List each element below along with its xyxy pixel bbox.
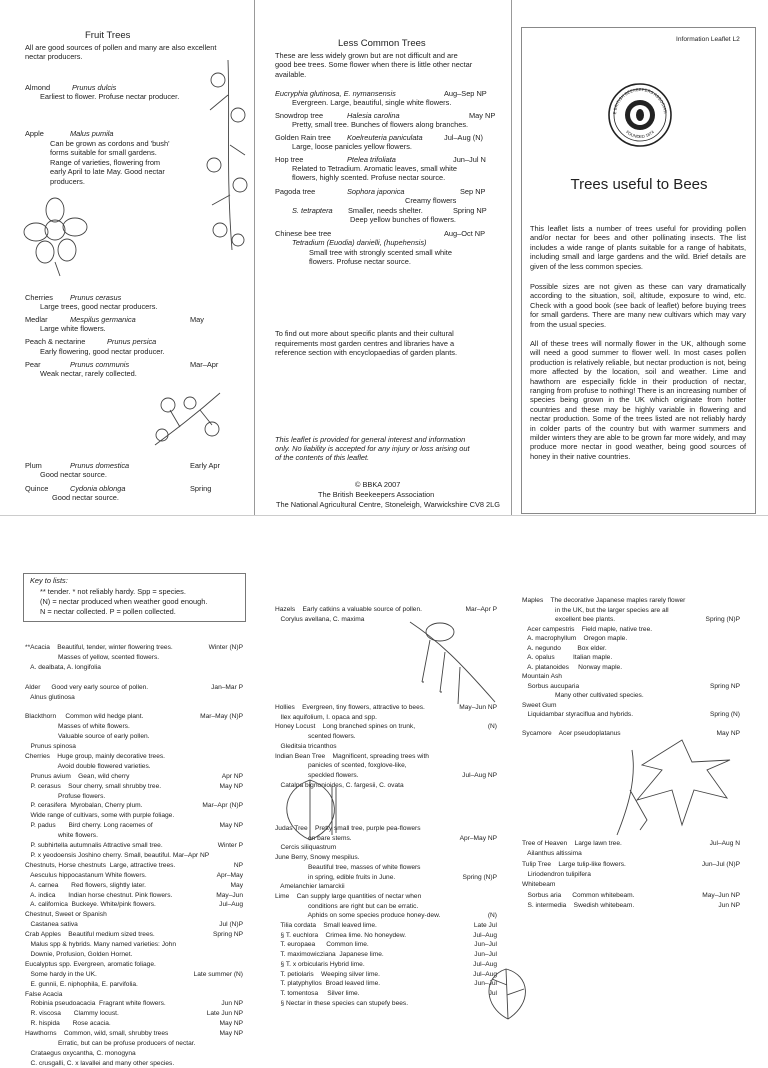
list-entry-text: Blackthorn Common wild hedge plant. — [25, 713, 144, 721]
find-out-1: To find out more about specific plants and their cultural — [275, 329, 454, 338]
sycamore-illustration — [612, 730, 740, 840]
list-entry-text: T. platyphyllos Broad leaved lime. — [275, 980, 381, 988]
cover-paragraph-2: Possible sizes are not given as these can vary dramatically according to the situation, soil, altitude, exposure to wind, etc. Check with a good book (see back of leaflet) before buying trees for small gardens. There are many new cultivars which may vary from the usual species. — [530, 282, 746, 329]
list-entry-text: A. dealbata, A. longifolia — [25, 663, 101, 671]
list-entry-season: Apr NP — [221, 772, 243, 780]
apple-desc-4: early April to late May. Good nectar — [50, 167, 165, 176]
chinese-bee-when: Aug–Oct NP — [444, 229, 486, 238]
seal-text-top: E BRITISH BEEKEEPERS ASSOCIATI — [611, 86, 668, 115]
list-entry-text: Sorbus aucuparia — [522, 682, 580, 690]
list-entry-text: A. negundo Box elder. — [522, 644, 607, 652]
pear-desc: Weak nectar, rarely collected. — [40, 369, 137, 378]
list-entry-text: white flowers. — [25, 832, 98, 840]
list-entry-text: Whitebeam — [522, 881, 556, 889]
list-entry-season: Mar–Apr P — [465, 606, 497, 613]
list-entry-text: Ilex aquifolium, I. opaca and spp. — [275, 713, 377, 721]
pear-latin: Prunus communis — [70, 360, 130, 369]
medlar-when: May — [190, 315, 204, 324]
peach-latin: Prunus persica — [107, 337, 157, 346]
quince-name: Quince — [25, 484, 49, 493]
key-line-3: N = nectar collected. P = pollen collected. — [40, 607, 176, 616]
list-entry-season: Jun–Jul — [474, 951, 497, 959]
chinese-bee-desc-2: flowers. Profuse nectar source. — [309, 257, 411, 266]
list-entry-season: May NP — [219, 1020, 243, 1028]
hop-desc-2: flowers, highly scented. Profuse nectar source. — [292, 173, 446, 182]
cover-paragraph-1: This leaflet lists a number of trees useful for providing pollen and/or nectar for bees and other pollinating insects. The list includes a wide range of plants suitable for a range of habitats, including small and large gardens and the wild. Brief details are given of the less common species. — [530, 224, 746, 271]
list-entry-text: P. padus Bird cherry. Long racemes of — [25, 822, 153, 830]
list-entry-text: T. tomentosa Silver lime. — [275, 989, 360, 997]
list-entry-text: Gleditsia tricanthos — [275, 742, 337, 750]
s-tetraptera-desc-2: Deep yellow bunches of flowers. — [350, 215, 456, 224]
list-entry-text: Masses of yellow, scented flowers. — [25, 653, 160, 661]
list-entry-text: Crab Apples Beautiful medium sized trees. — [25, 931, 155, 939]
list-entry-text: Tilia cordata Small leaved lime. — [275, 922, 377, 929]
list-entry-text: Castanea sativa — [25, 921, 78, 929]
list-entry-text: T. petiolaris Weeping silver lime. — [275, 970, 380, 978]
find-out-2: requirements most garden centres and libraries have a — [275, 339, 455, 348]
list-entry-text: Liriodendron tulipifera — [522, 870, 591, 878]
list-entry-season: Late Jun NP — [206, 1010, 243, 1018]
list-entry-text: Catalpa bignonioides, C. fargesii, C. ovata — [275, 781, 404, 789]
copyright: © BBKA 2007 — [355, 480, 401, 489]
list-entry-season: (N) — [487, 912, 497, 920]
list-entry-text: E. gunnii, E. niphophila, E. parvifolia. — [25, 980, 138, 988]
list-entry-text: Malus spp & hybrids. Many named varieties: John — [25, 941, 176, 948]
list-entry-season: May–Jun — [216, 891, 243, 899]
disclaimer-2: only. No liability is accepted for any injury or loss arising out — [275, 444, 470, 453]
apple-latin: Malus pumila — [70, 129, 114, 138]
list-entry-text: Robinia pseudoacacia Fragrant white flowers. — [25, 1000, 166, 1008]
list-entry-text: P. cerasus Sour cherry, small shrubby tree. — [25, 782, 162, 790]
fruit-title: Fruit Trees — [85, 30, 131, 41]
s-tetraptera-desc: Smaller, needs shelter. — [348, 206, 423, 215]
pagoda-name: Pagoda tree — [275, 187, 316, 196]
list-entry-text: scented flowers. — [275, 733, 356, 741]
list-entry-season: Jun–Jul — [474, 941, 497, 949]
cherries-name: Cherries — [25, 293, 53, 302]
list-entry-text: Judas Tree Pretty small tree, purple pea-flowers — [275, 825, 421, 832]
cherries-latin: Prunus cerasus — [70, 293, 122, 302]
list-entry-text: Beautiful tree, masses of white flowers — [275, 863, 421, 871]
list-entry-text: Maples The decorative Japanese maples rarely flower — [522, 597, 686, 604]
list-entry-season: Spring (N)P — [705, 616, 740, 623]
list-entry-text: Prunus spinosa — [25, 743, 76, 750]
snowdrop-latin: Halesia carolina — [347, 111, 400, 120]
org-name: The British Beekeepers Association — [318, 490, 435, 499]
quince-desc: Good nectar source. — [52, 493, 119, 502]
almond-desc: Earliest to flower. Profuse nectar producer. — [40, 92, 180, 101]
hop-name: Hop tree — [275, 155, 304, 164]
list-entry-text: **Acacia Beautiful, tender, winter flowering trees. — [25, 644, 173, 651]
eucryphia-when: Aug–Sep NP — [444, 89, 487, 98]
pear-blossom-illustration — [150, 385, 225, 455]
plum-latin: Prunus domestica — [70, 461, 130, 470]
list-entry-text: Lime Can supply large quantities of nectar when — [275, 892, 422, 900]
apple-desc-3: Range of varieties, flowering from — [50, 158, 161, 167]
cherries-desc: Large trees, good nectar producers. — [40, 302, 158, 311]
key-title: Key to lists: — [30, 576, 68, 585]
list-entry-text: Honey Locust Long branched spines on trunk, — [275, 723, 416, 731]
peach-name: Peach & nectarine — [25, 337, 86, 346]
hop-desc-1: Related to Tetradium. Aromatic leaves, small white — [292, 164, 457, 173]
plum-name: Plum — [25, 461, 42, 470]
list-entry-text: Amelanchier lamarckii — [275, 883, 345, 891]
list-entry-text: Cercis siliquastrum — [275, 844, 337, 852]
eucryphia-latin: Eucryphia glutinosa, E. nymansensis — [275, 89, 396, 98]
list-entry-text: Tree of Heaven Large lawn tree. — [522, 840, 622, 847]
chinese-bee-latin: Tetradium (Euodia) danielli, (hupehensis) — [292, 238, 427, 247]
bbka-seal-logo — [607, 82, 673, 148]
list-entry-season: Apr–May NP — [459, 834, 497, 842]
list-entry-text: Hollies Evergreen, tiny flowers, attractive to bees. — [275, 704, 425, 711]
apple-desc-2: forms suitable for small gardens. — [50, 148, 157, 157]
list-entry-text: § T. euchlora Crimea lime. No honeydew. — [275, 931, 407, 939]
key-line-1: ** tender. * not reliably hardy. Spp = species. — [40, 587, 186, 596]
almond-latin: Prunus dulcis — [72, 83, 117, 92]
snowdrop-name: Snowdrop tree — [275, 111, 324, 120]
list-entry-text: T. maximowicziana Japanese lime. — [275, 951, 384, 959]
list-entry-season: Late summer (N) — [193, 970, 243, 978]
list-entry-season: Jul–Aug — [473, 970, 497, 978]
chinese-bee-name: Chinese bee tree — [275, 229, 332, 238]
list-entry-season: May–Jun NP — [459, 704, 497, 711]
list-entry-text: Erratic, but can be profuse producers of nectar. — [25, 1040, 196, 1047]
fruit-intro-2: nectar producers. — [25, 52, 83, 61]
plum-desc: Good nectar source. — [40, 470, 107, 479]
disclaimer-1: This leaflet is provided for general interest and information — [275, 435, 466, 444]
apple-desc-1: Can be grown as cordons and 'bush' — [50, 139, 170, 148]
less-title: Less Common Trees — [338, 38, 426, 49]
list-entry-season: Jul–Aug N — [709, 840, 740, 847]
almond-name: Almond — [25, 83, 51, 92]
list-entry-season: Jul — [488, 989, 497, 997]
find-out-3: reference section with encyclopaedias of garden plants. — [275, 348, 458, 357]
list-entry-season: May–Jun NP — [702, 891, 740, 899]
list-entry-season: May NP — [219, 1030, 243, 1038]
seal-text-bottom: FOUNDED 1874 — [625, 129, 655, 140]
list-entry-text: Aphids on some species produce honey-dew. — [275, 912, 441, 920]
list-entry-text: Profuse flowers. — [25, 792, 106, 800]
list-entry-text: Sweet Gum — [522, 701, 557, 709]
list-entry-text: Valuable source of early pollen. — [25, 733, 150, 741]
pear-name: Pear — [25, 360, 41, 369]
list-entry-text: P. x yeodoensis Joshino cherry. Small, beautiful. Mar–Apr NP — [25, 851, 210, 859]
list-entry-text: § T. x orbicularis Hybrid lime. — [275, 960, 365, 968]
list-entry-text: June Berry, Snowy mespilus. — [275, 854, 360, 862]
less-intro-1: These are less widely grown but are not difficult and are — [275, 51, 458, 60]
less-intro-3: available. — [275, 70, 307, 79]
list-entry-season: Spring NP — [709, 682, 740, 690]
hazel-catkins-illustration — [400, 612, 500, 707]
chinese-bee-desc-1: Small tree with strongly scented small white — [309, 248, 452, 257]
list-entry-text: Some hardy in the UK. — [25, 970, 97, 978]
list-entry-text: Crataegus oxycantha, C. monogyna — [25, 1049, 136, 1057]
list-entry-season: NP — [233, 861, 243, 869]
list-entry-text: Avoid double flowered varieties. — [25, 762, 151, 770]
list-entry-text: Hawthorns Common, wild, small, shrubby trees — [25, 1030, 169, 1038]
quince-when: Spring — [190, 484, 212, 493]
list-entry-text: A. opalus Italian maple. — [522, 654, 613, 661]
leaflet-number: Information Leaflet L2 — [676, 36, 740, 43]
s-tetraptera-when: Spring NP — [453, 206, 487, 215]
list-entry-season: Jul–Aug — [473, 931, 497, 939]
medlar-latin: Mespilus germanica — [70, 315, 136, 324]
snowdrop-when: May NP — [469, 111, 496, 120]
list-entry-text: excellent bee plants. — [522, 616, 616, 623]
fold-line-1 — [254, 0, 255, 515]
list-entry-text: Chestnut, Sweet or Spanish — [25, 911, 107, 919]
list-entry-season: May NP — [219, 822, 243, 830]
list-entry-season: Jul–Aug NP — [462, 771, 497, 779]
list-entry-text: S. intermedia Swedish whitebeam. — [522, 901, 635, 909]
list-entry-season: Spring (N) — [709, 711, 740, 718]
list-entry-text: in spring, edible fruits in June. — [275, 873, 396, 881]
list-entry-text: Cherries Huge group, mainly decorative trees. — [25, 752, 165, 760]
list-entry-text: Downie, Profusion, Golden Hornet. — [25, 950, 133, 958]
list-entry-text: Ailanthus altissima — [522, 850, 582, 858]
list-entry-season: Spring NP — [212, 931, 243, 939]
list-entry-season: Winter P — [217, 842, 243, 849]
snowdrop-desc: Pretty, small tree. Bunches of flowers along branches. — [292, 120, 469, 129]
pagoda-desc: Creamy flowers — [405, 196, 457, 205]
lime-leaf-illustration — [478, 965, 536, 1023]
list-entry-text: Acer campestris Field maple, native tree. — [522, 625, 653, 633]
list-entry-season: Jul–Aug — [219, 901, 243, 909]
apple-flower-illustration — [20, 192, 90, 277]
list-entry-text: on bare stems. — [275, 834, 352, 842]
s-tetraptera-latin: S. tetraptera — [292, 206, 333, 215]
cover-paragraph-3: All of these trees will normally flower in the UK, although some will need a good summer to flower well. In most cases pollen production is relatively reliable, but nectar production is not, being more affected by the location, soil and weather. Lime and hawthorn are especially fickle in their production of nectar, ranging from profuse to nothing! There is an increasing number of species being grown in the UK which originate from hotter countries and these may be highly variable in flowering and nectar production. Some of the trees listed are not reliably hardy in colder parts of the country but with warmer summers and milder winters they are able to be grown far more widely, and may produce more nectar in good weather, being good sources of honey in their native countries. — [530, 339, 746, 461]
list-entry-season: Late Jul — [473, 922, 497, 929]
list-entry-text: Prunus avium Gean, wild cherry — [25, 772, 130, 780]
list-entry-season: Apr–May — [216, 871, 243, 879]
indian-bean-leaf-illustration — [270, 775, 350, 845]
list-entry-text: A. californica Buckeye. White/pink flowers. — [25, 901, 156, 909]
list-entry-text: Liquidambar styraciflua and hybrids. — [522, 711, 634, 718]
golden-rain-when: Jul–Aug (N) — [444, 133, 484, 142]
list-entry-text: R. viscosa Clammy locust. — [25, 1010, 119, 1018]
list-entry-text: T. europaea Common lime. — [275, 941, 369, 949]
list-entry-text: Masses of white flowers. — [25, 723, 130, 731]
list-entry-text: A. indica Indian horse chestnut. Pink flowers. — [25, 891, 173, 899]
list-entry-text: conditions are right but can be erratic. — [275, 902, 419, 910]
list-entry-text: A. platanoides Norway maple. — [522, 663, 623, 671]
pagoda-when: Sep NP — [460, 187, 486, 196]
apple-blossom-illustration — [200, 55, 252, 255]
eucryphia-desc: Evergreen. Large, beautiful, single white flowers. — [292, 98, 452, 107]
list-entry-text: § Nectar in these species can stupefy bees. — [275, 999, 409, 1007]
key-line-2: (N) = nectar produced when weather good enough. — [40, 597, 208, 606]
list-entry-season: Jun–Jul — [474, 980, 497, 988]
list-entry-text: Alder Good very early source of pollen. — [25, 683, 149, 691]
list-entry-text: panicles of scented, foxglove-like, — [275, 762, 407, 770]
list-entry-season: Winter (N)P — [208, 644, 243, 651]
list-entry-season: May NP — [716, 730, 740, 737]
list-entry-season: Jul–Aug — [473, 960, 497, 968]
list-entry-text: Alnus glutinosa — [25, 693, 75, 701]
list-entry-text: Indian Bean Tree Magnificent, spreading trees with — [275, 752, 429, 760]
list-entry-text: Chestnuts, Horse chestnuts Large, attractive trees. — [25, 861, 176, 869]
list-entry-text: P. cerasifera Myrobalan, Cherry plum. — [25, 802, 143, 810]
list-entry-text: Many other cultivated species. — [522, 692, 644, 699]
medlar-desc: Large white flowers. — [40, 324, 106, 333]
list-entry-text: Hazels Early catkins a valuable source of pollen. — [275, 606, 422, 613]
list-entry-season: Jun NP — [718, 901, 740, 909]
list-entry-text: R. hispida Rose acacia. — [25, 1020, 111, 1028]
fruit-intro: All are good sources of pollen and many are also excellent — [25, 43, 217, 52]
list-entry-text: Tulip Tree Large tulip-like flowers. — [522, 860, 626, 868]
hop-latin: Ptelea trifoliata — [347, 155, 396, 164]
list-entry-season: Jan–Mar P — [211, 683, 243, 691]
list-entry-text: C. crusgalli, C. x lavallei and many other species. — [25, 1059, 175, 1067]
list-entry-text: Wide range of cultivars, some with purple foliage. — [25, 812, 175, 820]
golden-rain-desc: Large, loose panicles yellow flowers. — [292, 142, 412, 151]
list-entry-text: Sycamore Acer pseudoplatanus — [522, 730, 621, 737]
list-entry-season: (N) — [487, 723, 497, 731]
list-entry-season: Jun NP — [221, 1000, 243, 1008]
list-entry-season: Jul (N)P — [219, 921, 243, 929]
list-entry-text: False Acacia — [25, 990, 63, 998]
list-entry-text: in the UK, but the larger species are all — [522, 606, 669, 614]
cover-title: Trees useful to Bees — [570, 176, 708, 193]
apple-name: Apple — [25, 129, 44, 138]
list-entry-text: Aesculus hippocastanum White flowers. — [25, 871, 147, 879]
list-entry-text: Eucalyptus spp. Evergreen, aromatic foliage. — [25, 960, 156, 968]
pagoda-latin: Sophora japonica — [347, 187, 405, 196]
list-entry-text: Mountain Ash — [522, 673, 562, 680]
disclaimer-3: of the contents of this leaflet. — [275, 453, 370, 462]
list-entry-season: May NP — [219, 782, 243, 790]
list-entry-text: Corylus avellana, C. maxima — [275, 615, 365, 623]
quince-latin: Cydonia oblonga — [70, 484, 126, 493]
medlar-name: Medlar — [25, 315, 48, 324]
plum-when: Early Apr — [190, 461, 220, 470]
golden-rain-name: Golden Rain tree — [275, 133, 331, 142]
list-entry-text: speckled flowers. — [275, 771, 359, 779]
list-entry-text: Sorbus aria Common whitebeam. — [522, 891, 635, 899]
list-entry-text: P. subhirtella autumnalis Attractive small tree. — [25, 842, 163, 849]
list-entry-season: Spring (N)P — [462, 873, 497, 881]
list-entry-season: Mar–Apr (N)P — [202, 802, 243, 810]
golden-rain-latin: Koelreuteria paniculata — [347, 133, 423, 142]
less-intro-2: good bee trees. Some flower when there is little other nectar — [275, 60, 473, 69]
list-entry-season: Mar–May (N)P — [200, 713, 243, 721]
apple-desc-5: producers. — [50, 177, 85, 186]
list-entry-season: May — [230, 881, 243, 889]
hop-when: Jun–Jul N — [453, 155, 486, 164]
list-entry-season: Jun–Jul (N)P — [701, 860, 740, 868]
peach-desc: Early flowering, good nectar producer. — [40, 347, 165, 356]
org-address: The National Agricultural Centre, Stoneleigh, Warwickshire CV8 2LG — [276, 500, 501, 509]
fold-line-2 — [511, 0, 512, 515]
page-split — [0, 515, 768, 516]
list-entry-text: A. macrophyllum Oregon maple. — [522, 635, 628, 642]
list-entry-text: A. carnea Red flowers, slightly later. — [25, 881, 146, 889]
pear-when: Mar–Apr — [190, 360, 219, 369]
